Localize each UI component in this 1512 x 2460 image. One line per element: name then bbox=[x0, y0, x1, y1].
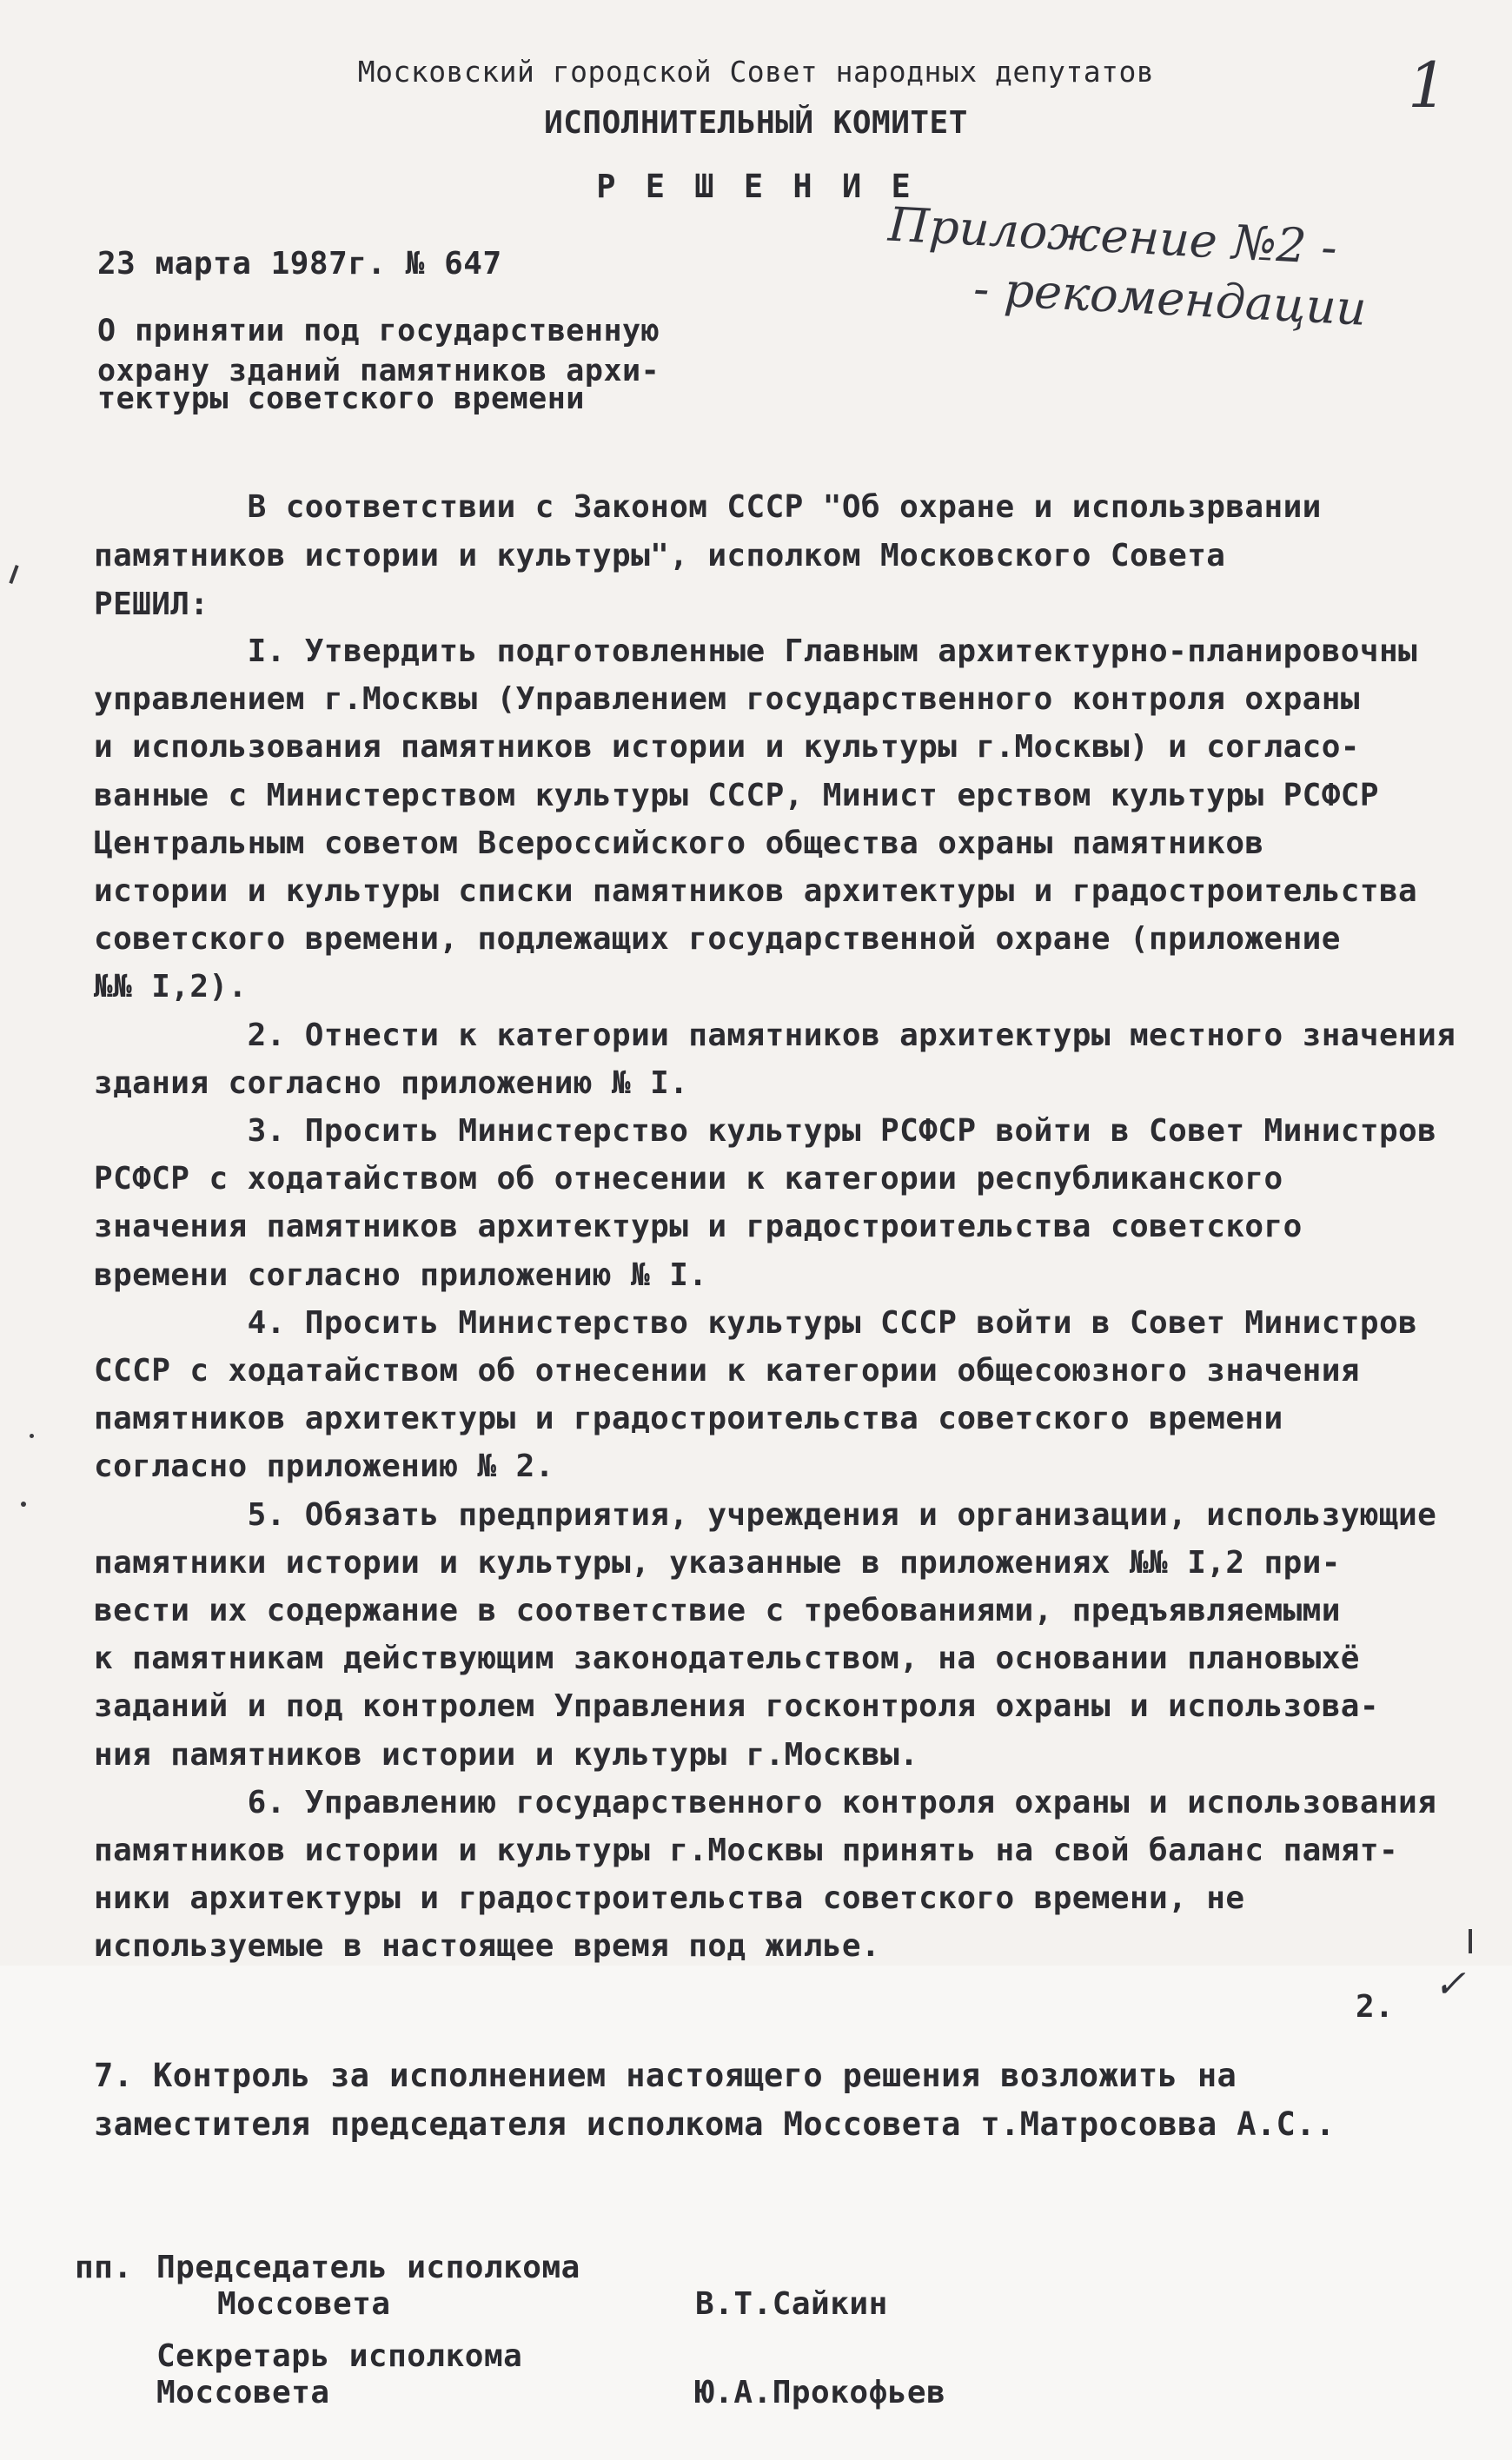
subject-line-3: тектуры советского времени bbox=[97, 381, 585, 416]
header-org: Московский городской Совет народных депутатов bbox=[357, 55, 1155, 89]
body-line: памятников архитектуры и градостроительства советского времени bbox=[94, 1401, 1283, 1436]
corner-check-mark: ✓ bbox=[1434, 1962, 1466, 2006]
margin-mark bbox=[21, 1502, 26, 1507]
page-two bbox=[0, 1962, 1512, 2460]
body-line: 3. Просить Министерство культуры РСФСР войти в Совет Министров bbox=[94, 1113, 1437, 1149]
page-two-line-1: 7. Контроль за исполнением настоящего решения возложить на bbox=[94, 2057, 1237, 2094]
body-line: 6. Управлению государственного контроля охраны и использования bbox=[94, 1785, 1437, 1820]
body-line: ники архитектуры и градостроительства советского времени, не bbox=[94, 1880, 1245, 1916]
body-line: и использования памятников истории и культуры г.Москвы) и согласо- bbox=[94, 729, 1360, 765]
handwritten-annotation-line-1: Приложение №2 - bbox=[886, 196, 1339, 275]
secretary-title-line-1: Секретарь исполкома bbox=[156, 2338, 523, 2374]
date-number: 23 марта 1987г. № 647 bbox=[97, 246, 502, 282]
signature-prefix: пп. bbox=[75, 2250, 133, 2285]
margin-mark bbox=[9, 565, 18, 584]
chair-title-line-1: Председатель исполкома bbox=[156, 2250, 580, 2285]
body-line: ния памятников истории и культуры г.Москвы. bbox=[94, 1737, 919, 1773]
body-line: используемые в настоящее время под жилье. bbox=[94, 1928, 881, 1964]
margin-mark bbox=[30, 1434, 34, 1438]
body-line: истории и культуры списки памятников архитектуры и градостроительства bbox=[94, 873, 1418, 909]
page-two-line-2: заместителя председателя исполкома Моссовета т.Матросовва А.С.. bbox=[94, 2105, 1336, 2143]
chair-name: В.Т.Сайкин bbox=[695, 2286, 888, 2322]
body-line: I. Утвердить подготовленные Главным архитектурно-планировочны bbox=[94, 633, 1418, 669]
handwritten-page-number: 1 bbox=[1408, 49, 1448, 122]
subject-line-1: О принятии под государственную bbox=[97, 314, 660, 348]
preamble-line: В соответствии с Законом СССР "Об охране и использрвании bbox=[94, 489, 1322, 525]
body-line: здания согласно приложению № I. bbox=[94, 1065, 689, 1101]
body-line: №№ I,2). bbox=[94, 969, 248, 1005]
body-line: 4. Просить Министерство культуры СССР войти в Совет Министров bbox=[94, 1305, 1418, 1341]
body-line: к памятникам действующим законодательством, на основании плановыхё bbox=[94, 1641, 1360, 1676]
margin-mark bbox=[1469, 1929, 1472, 1953]
subject-line-2: охрану зданий памятников архи- bbox=[97, 354, 660, 388]
body-line: 2. Отнести к категории памятников архитектуры местного значения bbox=[94, 1018, 1456, 1053]
page-two-number: 2. bbox=[1356, 1989, 1395, 2025]
body-line: памятников истории и культуры г.Москвы принять на свой баланс памят- bbox=[94, 1833, 1399, 1868]
body-line: Центральным советом Всероссийского общества охраны памятников bbox=[94, 826, 1264, 861]
body-line: советского времени, подлежащих государственной охране (приложение bbox=[94, 921, 1341, 957]
body-line: 5. Обязать предприятия, учреждения и организации, использующие bbox=[94, 1497, 1437, 1533]
body-line: ванные с Министерством культуры СССР, Минист ерством культуры РСФСР bbox=[94, 778, 1379, 813]
body-line: времени согласно приложению № I. bbox=[94, 1257, 708, 1293]
body-line: памятники истории и культуры, указанные в приложениях №№ I,2 при- bbox=[94, 1545, 1341, 1581]
secretary-name: Ю.А.Прокофьев bbox=[695, 2375, 946, 2410]
body-line: заданий и под контролем Управления госконтроля охраны и использова- bbox=[94, 1688, 1379, 1724]
body-line: РСФСР с ходатайством об отнесении к категории республиканского bbox=[94, 1161, 1283, 1197]
body-line: вести их содержание в соответствие с требованиями, предъявляемыми bbox=[94, 1593, 1341, 1628]
body-line: СССР с ходатайством об отнесении к категории общесоюзного значения bbox=[94, 1353, 1360, 1389]
preamble-line: РЕШИЛ: bbox=[94, 587, 209, 622]
secretary-title-line-2: Моссовета bbox=[156, 2375, 330, 2410]
preamble-line: памятников истории и культуры", исполком Московского Совета bbox=[94, 538, 1226, 574]
header-doc-type: Р Е Ш Е Н И Е bbox=[596, 168, 916, 205]
body-line: согласно приложению № 2. bbox=[94, 1449, 554, 1484]
handwritten-annotation-line-2: - рекомендации bbox=[972, 261, 1368, 336]
body-line: управлением г.Москвы (Управлением государственного контроля охраны bbox=[94, 681, 1360, 717]
chair-title-line-2: Моссовета bbox=[217, 2286, 391, 2322]
body-line: значения памятников архитектуры и градостроительства советского bbox=[94, 1209, 1303, 1244]
header-committee: ИСПОЛНИТЕЛЬНЫЙ КОМИТЕТ bbox=[544, 105, 968, 141]
